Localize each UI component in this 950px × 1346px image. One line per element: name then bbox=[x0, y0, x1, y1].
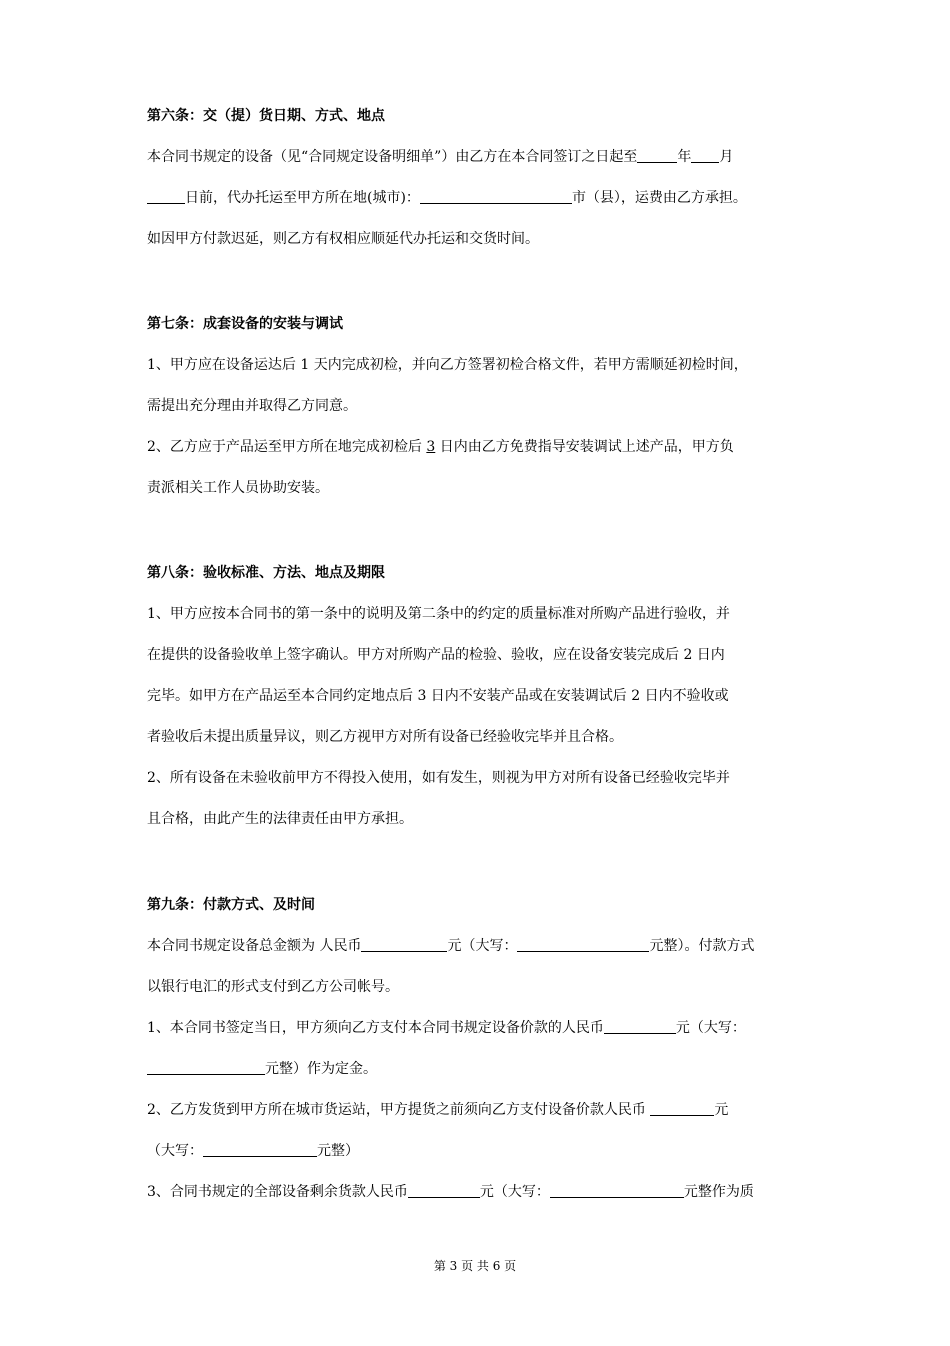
article-7-line-1: 1、甲方应在设备运达后 1 天内完成初检，并向乙方签署初检合格文件，若甲方需顺延初检时间， bbox=[147, 357, 748, 373]
article-8-line-5: 2、所有设备在未验收前甲方不得投入使用，如有发生，则视为甲方对所有设备已经验收完毕并 bbox=[147, 770, 730, 786]
article-6-line-3: 如因甲方付款迟延，则乙方有权相应顺延代办托运和交货时间。 bbox=[147, 231, 539, 247]
city-blank bbox=[420, 188, 572, 204]
day-blank bbox=[147, 188, 185, 204]
article-8-heading: 第八条：验收标准、方法、地点及期限 bbox=[147, 565, 385, 581]
article-6-line-2: 日前，代办托运至甲方所在地(城市)： 市（县），运费由乙方承担。 bbox=[147, 187, 747, 207]
article-8-line-1: 1、甲方应按本合同书的第一条中的说明及第二条中的约定的质量标准对所购产品进行验收，并 bbox=[147, 606, 730, 622]
total-amount-blank bbox=[361, 936, 447, 952]
delivery-payment-words-blank bbox=[203, 1141, 317, 1157]
article-9-line-7: 3、合同书规定的全部设备剩余货款人民币 元（大写： 元整作为质 bbox=[147, 1184, 754, 1200]
article-9-heading: 第九条：付款方式、及时间 bbox=[147, 897, 315, 913]
article-6-heading: 第六条：交（提）货日期、方式、地点 bbox=[147, 108, 385, 124]
article-7-line-2: 需提出充分理由并取得乙方同意。 bbox=[147, 398, 357, 414]
article-9-line-2: 以银行电汇的形式支付到乙方公司帐号。 bbox=[147, 979, 399, 995]
total-amount-words-blank bbox=[517, 936, 649, 952]
article-9-line-3: 1、本合同书签定当日，甲方须向乙方支付本合同书规定设备价款的人民币 元（大写： bbox=[147, 1020, 746, 1036]
article-8-line-6: 且合格，由此产生的法律责任由甲方承担。 bbox=[147, 811, 413, 827]
deposit-words-blank bbox=[147, 1059, 265, 1075]
article-9-line-4: 元整）作为定金。 bbox=[147, 1058, 377, 1078]
article-8-line-3: 完毕。如甲方在产品运至本合同约定地点后 3 日内不安装产品或在安装调试后 2 日内不验收或 bbox=[147, 688, 729, 704]
delivery-payment-blank bbox=[650, 1100, 714, 1116]
article-9-line-1: 本合同书规定设备总金额为 人民币 元（大写： 元整）。付款方式 bbox=[147, 938, 755, 954]
article-7-line-3: 2、乙方应于产品运至甲方所在地完成初检后 3 日内由乙方免费指导安装调试上述产品，甲方负 bbox=[147, 439, 734, 455]
article-7-line-4: 责派相关工作人员协助安装。 bbox=[147, 480, 329, 496]
remaining-words-blank bbox=[550, 1182, 684, 1198]
article-9-line-6: （大写： 元整） bbox=[147, 1143, 359, 1159]
article-9-line-5: 2、乙方发货到甲方所在城市货运站，甲方提货之前须向乙方支付设备价款人民币 元 bbox=[147, 1102, 729, 1118]
article-7-heading: 第七条：成套设备的安装与调试 bbox=[147, 316, 343, 332]
month-blank bbox=[691, 147, 719, 163]
deposit-amount-blank bbox=[604, 1018, 676, 1034]
article-6-line-1: 本合同书规定的设备（见“合同规定设备明细单”）由乙方在本合同签订之日起至 年 月 bbox=[147, 149, 734, 165]
year-blank bbox=[637, 147, 677, 163]
remaining-amount-blank bbox=[408, 1182, 480, 1198]
article-8-line-2: 在提供的设备验收单上签字确认。甲方对所购产品的检验、验收，应在设备安装完成后 2 日内 bbox=[147, 647, 725, 663]
article-8-line-4: 者验收后未提出质量异议，则乙方视甲方对所有设备已经验收完毕并且合格。 bbox=[147, 729, 623, 745]
page-number-footer: 第 3 页 共 6 页 bbox=[433, 1259, 517, 1273]
